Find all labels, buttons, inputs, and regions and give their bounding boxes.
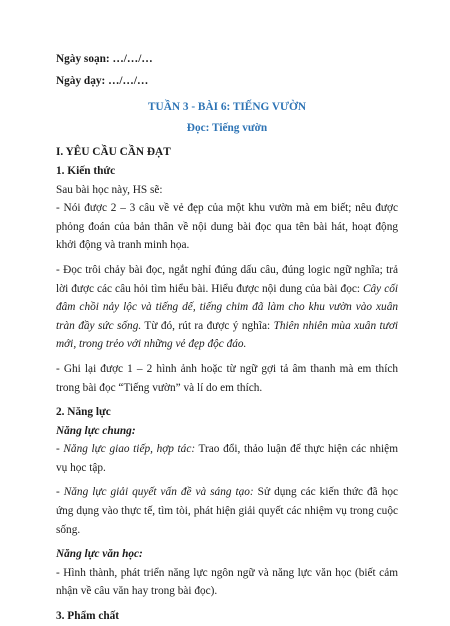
knowledge-intro: Sau bài học này, HS sẽ: xyxy=(56,183,163,196)
problem-solving-label: - Năng lực giải quyết vấn đề và sáng tạo: xyxy=(56,486,254,499)
section-heading-requirements: I. YÊU CẦU CẦN ĐẠT xyxy=(56,146,171,159)
competence-problem-solving xyxy=(56,483,398,539)
document-body xyxy=(56,50,398,626)
bullet-2-meaning: Thiên nhiên mùa xuân tươi mới, trong trẻo với những vẻ đẹp độc đáo. xyxy=(56,319,399,351)
competence-communication xyxy=(56,440,398,477)
date-taught: Ngày dạy: …/…/… xyxy=(56,74,149,87)
literary-competence-heading: Năng lực văn học: xyxy=(56,548,143,561)
bullet-2-text-continued: Từ đó, rút ra được ý nghĩa: xyxy=(141,319,274,332)
subheading-knowledge: 1. Kiến thức xyxy=(56,164,116,177)
lesson-subtitle: Đọc: Tiếng vườn xyxy=(186,121,268,134)
literary-competence-text: - Hình thành, phát triển năng lực ngôn ngữ và năng lực văn học (biết cảm nhận về câu văn hay trong bài đọc). xyxy=(56,566,398,598)
knowledge-bullet-2 xyxy=(56,261,398,354)
bullet-2-content-summary: Cây cối đâm chồi nảy lộc và tiếng dế, tiếng chim đã làm cho khu vườn vào xuân tràn đầy sức sống. xyxy=(56,282,398,332)
general-competence-heading: Năng lực chung: xyxy=(56,424,136,437)
problem-solving-text: Sử dụng các kiến thức đã học ứng dụng vào thực tế, tìm tòi, phát hiện giải quyết các nhiệm vụ trong cuộc sống. xyxy=(56,486,399,536)
communication-text: Trao đổi, thảo luận để thực hiện các nhiệm vụ học tập. xyxy=(56,443,398,474)
subheading-competence: 2. Năng lực xyxy=(56,406,111,419)
date-prepared: Ngày soạn: …/…/… xyxy=(56,53,153,65)
lesson-title: TUẦN 3 - BÀI 6: TIẾNG VƯỜN xyxy=(148,101,306,114)
subheading-quality: 3. Phẩm chất xyxy=(56,610,120,623)
bullet-2-text: - Đọc trôi chảy bài đọc, ngắt nghỉ đúng dấu câu, đúng logic ngữ nghĩa; trả lời được các câu hỏi tìm hiểu bài. Hiểu được nội dung của bài đọc: xyxy=(56,263,398,295)
knowledge-bullet-1: - Nói được 2 – 3 câu về vẻ đẹp của một khu vườn mà em biết; nêu được phỏng đoán của bản thân về nội dung bài đọc qua tên bài hát, hoạt động khởi động và tranh minh họa. xyxy=(56,202,398,252)
communication-label: - Năng lực giao tiếp, hợp tác: xyxy=(56,443,196,456)
knowledge-bullet-3: - Ghi lại được 1 – 2 hình ảnh hoặc từ ngữ gợi tả âm thanh mà em thích trong bài đọc “Tiếng vườn” và lí do em thích. xyxy=(56,362,398,394)
